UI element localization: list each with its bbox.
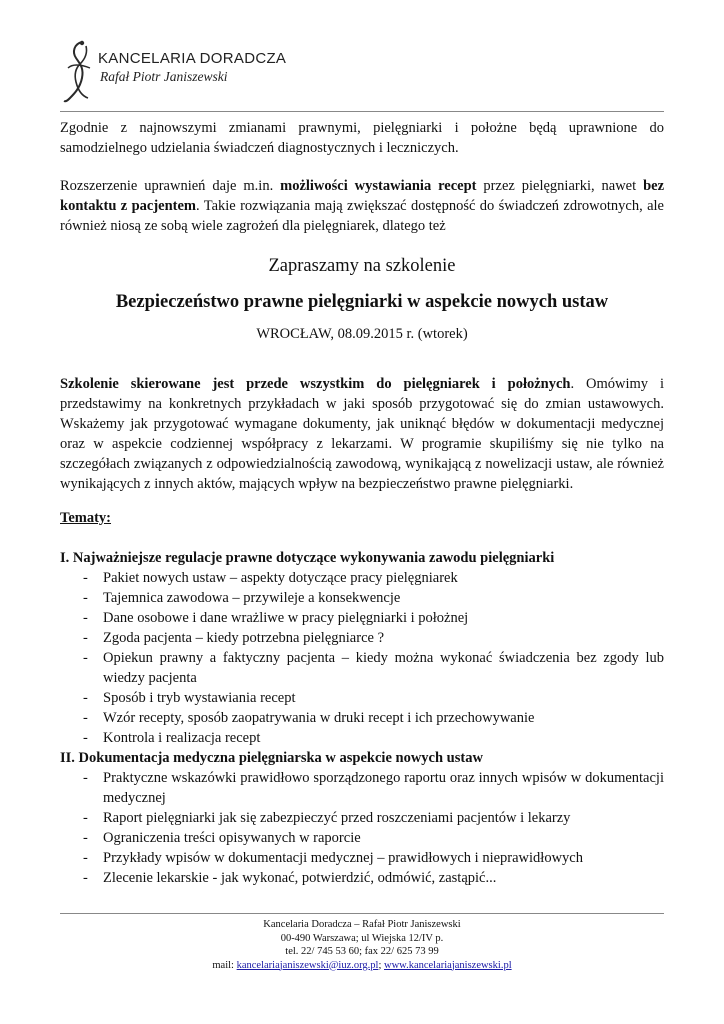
list-item [60,608,664,628]
invitation-heading: Zapraszamy na szkolenie [268,256,456,276]
list-item [60,648,664,688]
bullet-dash: - [83,570,88,586]
description-bold: Szkolenie skierowane jest przede wszystkim do pielęgniarek i położnych [60,376,571,392]
footer [60,918,664,972]
list-item [60,588,664,608]
kancelaria-logo-icon [60,38,98,106]
footer-company: Kancelaria Doradcza – Rafał Piotr Janiszewski [263,919,461,930]
email-link[interactable]: kancelariajaniszewski@iuz.org.pl [236,959,379,971]
description-text: . Omówimy i przedstawimy na konkretnych przykładach w jaki sposób przygotować się do zmian ustawowych. Wskażemy jak przygotować wymagane dokumenty, jak uniknąć błędów w dokumentacji medycznej oraz w aspekcie codziennej współpracy z lekarzami. W programie skupiliśmy się nie tylko na szczegółach związanych z odpowiedzialnością zawodową, wynikającą z nowelizacji ustaw, ale również wynikających z innych aktów, mających wpływ na bezpieczeństwo prawne pielęgniarki. [60,376,665,492]
section-1-heading: I. Najważniejsze regulacje prawne dotyczące wykonywania zawodu pielęgniarki [60,550,555,566]
list-item-text: Przykłady wpisów w dokumentacji medycznej – prawidłowych i nieprawidłowych [103,850,583,866]
bullet-dash: - [83,850,88,866]
list-item [60,688,664,708]
scope-text-3: . Takie rozwiązania mają zwiększać dostępność do świadczeń zdrowotnych, ale również niosą ze sobą wiele zagrożeń dla pielęgniarek, dlatego też [60,198,664,234]
bullet-dash: - [83,690,88,706]
list-item [60,708,664,728]
brand-name: KANCELARIA DORADCZA [98,50,287,67]
list-item-text: Sposób i tryb wystawiania recept [103,690,296,706]
section-2-list [60,768,664,888]
intro-paragraph: Zgodnie z najnowszymi zmianami prawnymi, pielęgniarki i położne będą uprawnione do samodzielnego udzielania świadczeń diagnostycznych i leczniczych. [60,120,664,156]
description-paragraph [60,374,664,494]
footer-separator: ; [378,959,384,971]
bullet-dash: - [83,810,88,826]
document-body [60,118,664,888]
topics-heading: Tematy: [60,510,112,526]
list-item [60,568,664,588]
list-item [60,828,664,848]
bottom-divider [60,913,664,914]
bullet-dash: - [83,870,88,886]
list-item-text: Kontrola i realizacja recept [103,730,261,746]
scope-paragraph [60,176,664,236]
bullet-dash: - [83,710,88,726]
bullet-dash: - [83,730,88,746]
footer-phone: tel. 22/ 745 53 60; fax 22/ 625 73 99 [285,946,439,957]
section-1-list [60,568,664,748]
bullet-dash: - [83,590,88,606]
list-item-text: Praktyczne wskazówki prawidłowo sporządzonego raportu oraz innych wpisów w dokumentacji medycznej [103,770,664,806]
bullet-dash: - [83,610,88,626]
list-item-text: Raport pielęgniarki jak się zabezpieczyć przed roszczeniami pacjentów i lekarzy [103,810,571,826]
list-item-text: Zgoda pacjenta – kiedy potrzebna pielęgniarce ? [103,630,385,646]
section-2-heading: II. Dokumentacja medyczna pielęgniarska w aspekcie nowych ustaw [60,750,483,766]
bullet-dash: - [83,830,88,846]
footer-contact [60,959,664,973]
list-item-text: Opiekun prawny a faktyczny pacjenta – kiedy można wykonać świadczenia bez zgody lub wiedzy pacjenta [103,650,664,686]
list-item-text: Zlecenie lekarskie - jak wykonać, potwierdzić, odmówić, zastąpić... [103,870,497,886]
list-item [60,768,664,808]
list-item-text: Ograniczenia treści opisywanych w raporcie [103,830,361,846]
training-title: Bezpieczeństwo prawne pielęgniarki w aspekcie nowych ustaw [115,292,609,312]
list-item-text: Wzór recepty, sposób zaopatrywania w druki recept i ich przechowywanie [103,710,535,726]
scope-bold-1: możliwości wystawiania recept [280,178,477,194]
bullet-dash: - [83,630,88,646]
training-date: WROCŁAW, 08.09.2015 r. (wtorek) [256,326,468,342]
list-item [60,808,664,828]
scope-bold-2: bez kontaktu z pacjentem [60,178,664,214]
list-item [60,868,664,888]
list-item-text: Tajemnica zawodowa – przywileje a konsekwencje [103,590,401,606]
bullet-dash: - [83,770,88,786]
list-item [60,728,664,748]
website-link[interactable]: www.kancelariajaniszewski.pl [384,959,512,971]
list-item [60,628,664,648]
top-divider [60,111,664,112]
scope-text-2: przez pielęgniarki, nawet [476,178,644,194]
bullet-dash: - [83,650,88,666]
brand-subtitle: Rafał Piotr Janiszewski [100,69,228,84]
list-item [60,848,664,868]
footer-address: 00-490 Warszawa; ul Wiejska 12/IV p. [280,932,444,944]
scope-text-1: Rozszerzenie uprawnień daje m.in. [60,178,281,194]
list-item-text: Dane osobowe i dane wrażliwe w pracy pielęgniarki i położnej [103,610,469,626]
letterhead [60,38,300,106]
footer-mail-label: mail: [212,959,237,971]
list-item-text: Pakiet nowych ustaw – aspekty dotyczące pracy pielęgniarek [103,570,458,586]
